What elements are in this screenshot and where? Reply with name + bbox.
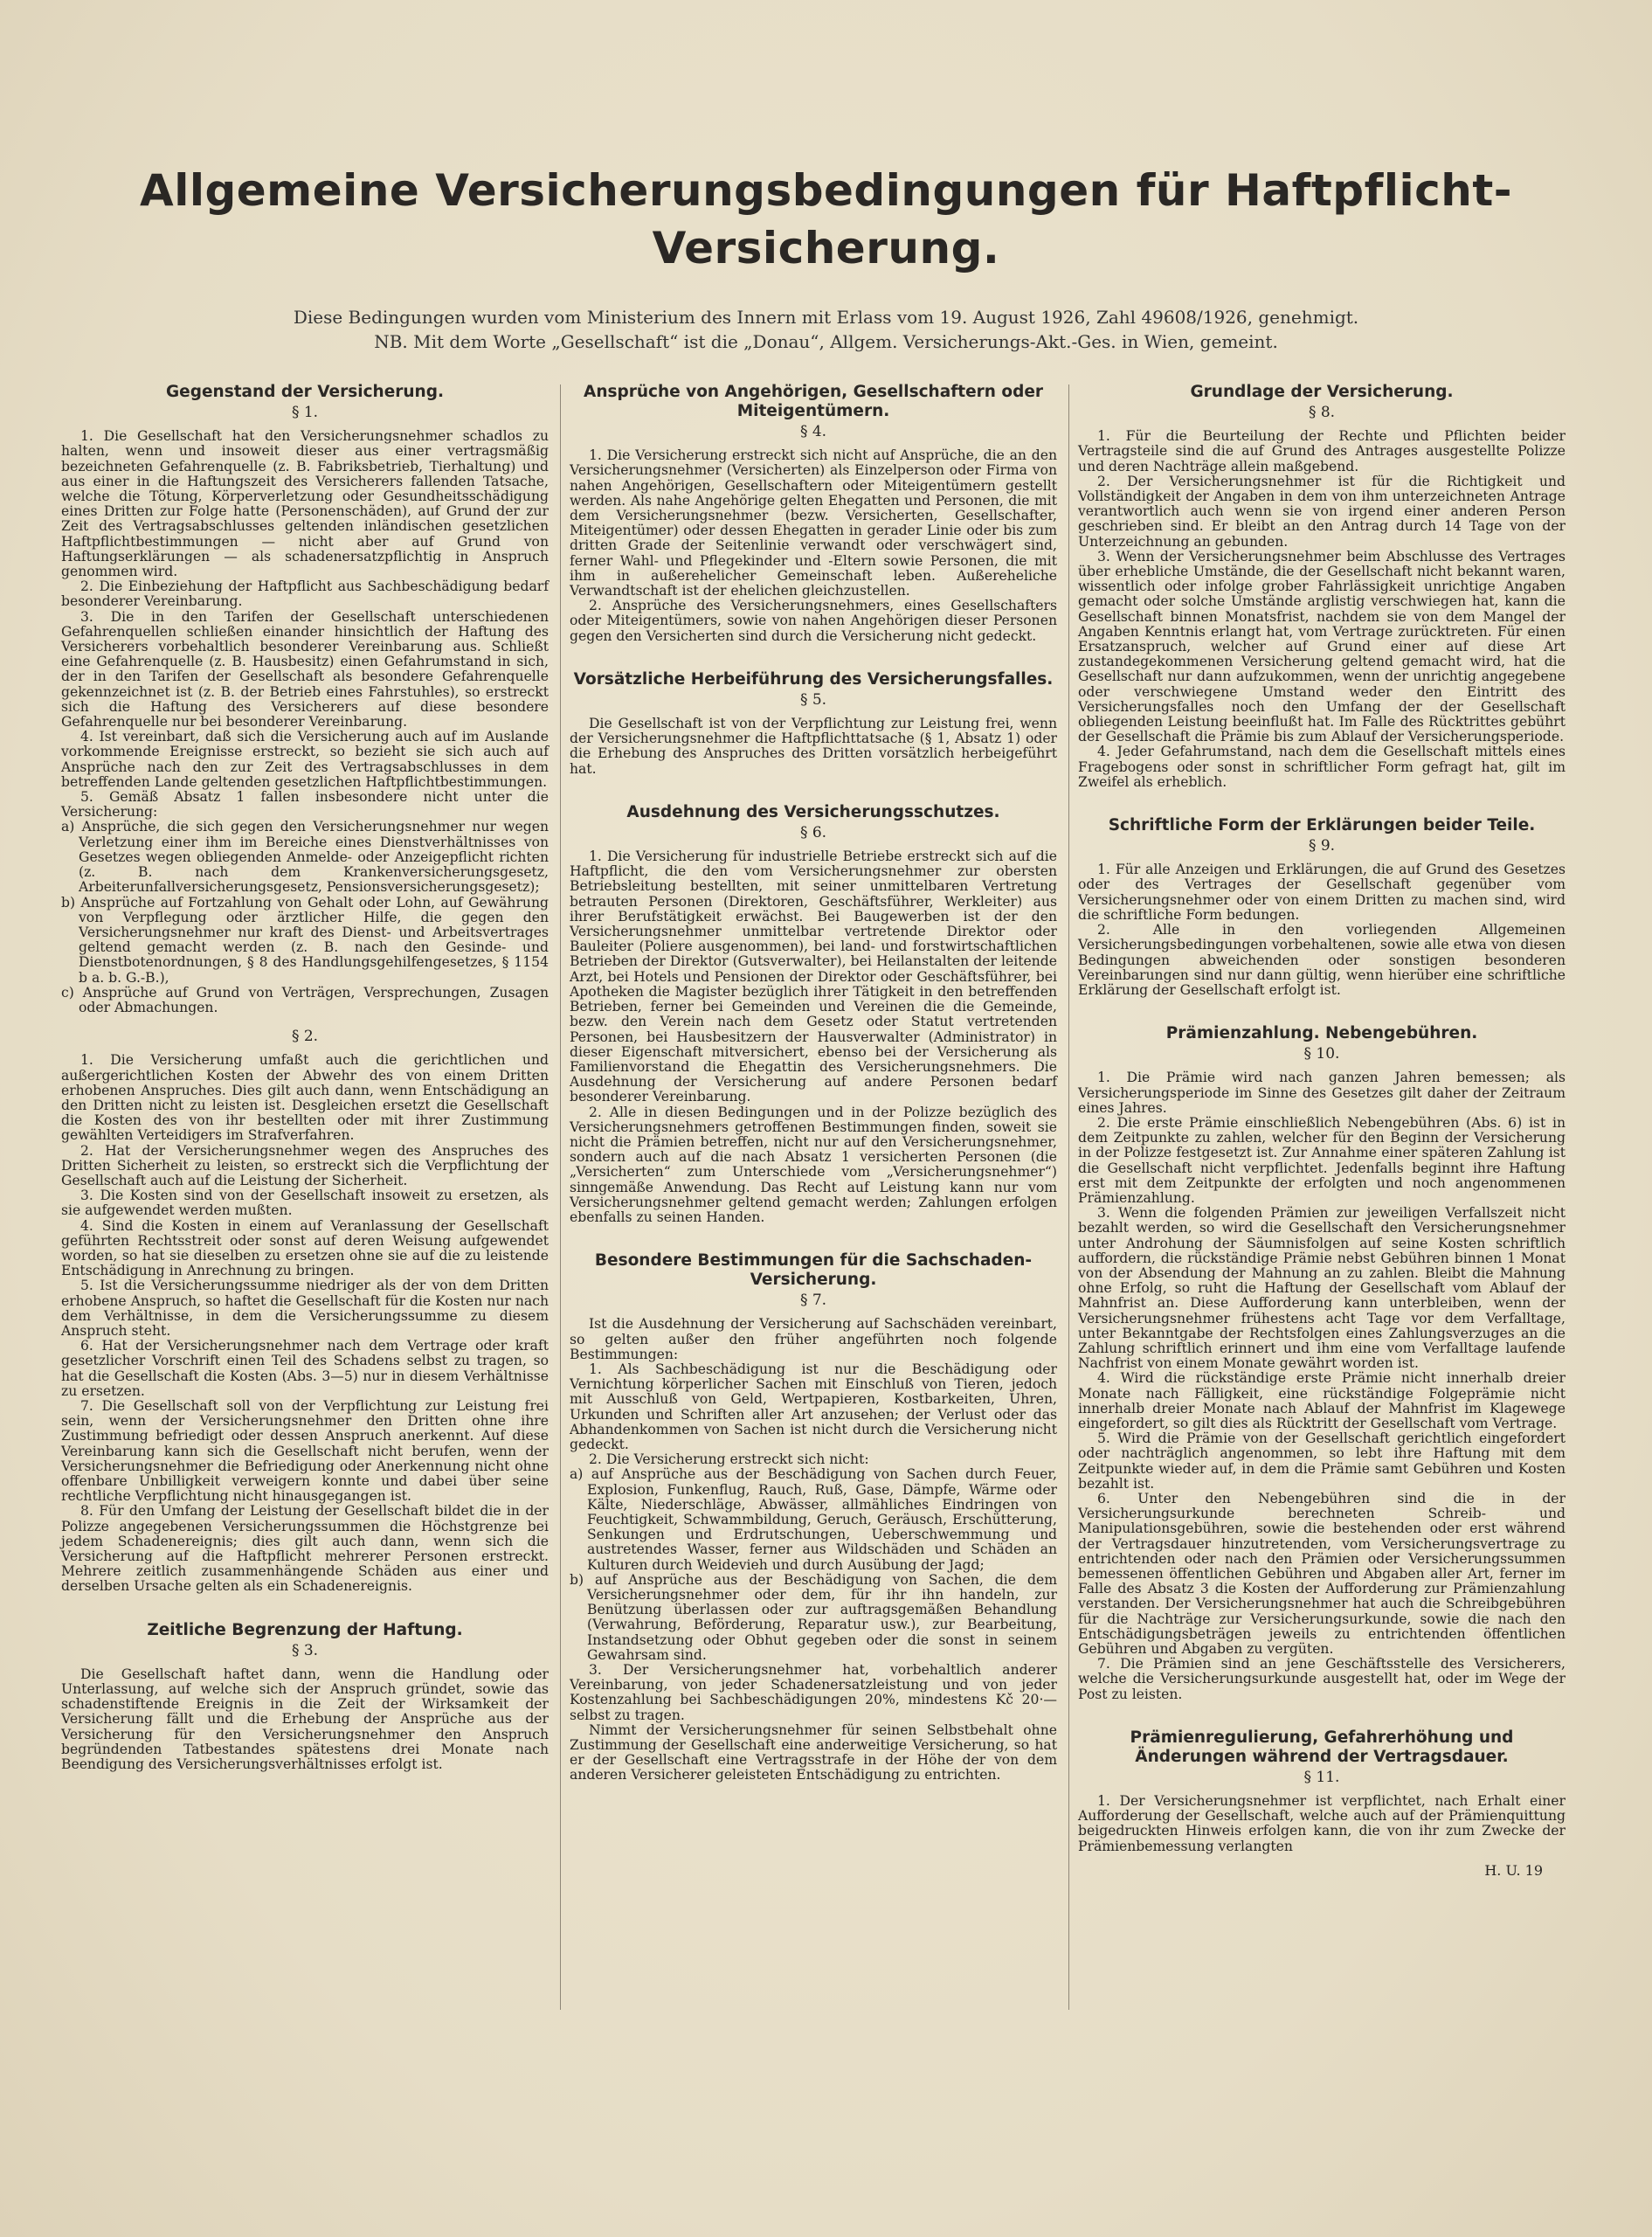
paragraph: 1. Die Prämie wird nach ganzen Jahren bemessen; als Versicherungsperiode im Sinne des Gesetzes gilt daher der Zeitraum eines Jahres.: [1078, 1070, 1566, 1116]
paragraph: 6. Unter den Nebengebühren sind die in der Versicherungsurkunde berechneten Schreib- und Manipulationsgebühren, sowie die bestehenden oder erst während der Vertragsdauer hinzutretenden, vom Versicherungsvertrage zu entrichtenden oder nach den Prämien oder Versicherungssummen bemessenen öffentlichen Gebühren und Abgaben aller Art, ferner im Falle des Absatz 3 die Kosten der Aufforderung zur Prämienzahlung verstanden. Der Versicherungsnehmer hat auch die Schreibgebühren für die Nachträge zur Versicherungsurkunde, sowie die nach den Entschädigungsbeträgen jeweils zu entrichtenden öffentlichen Gebühren und Abgaben zu vergüten.: [1078, 1491, 1566, 1658]
title-line-1: Allgemeine Versicherungsbedingungen für Haftpflicht-: [140, 165, 1512, 216]
document-subtitle: [105, 305, 1547, 354]
form-code: H. U. 19: [1484, 1861, 1543, 1879]
paragraph: 1. Für die Beurteilung der Rechte und Pflichten beider Vertragsteile sind die auf Grund des Antrages ausgestellte Polizze und deren Nachträge allein maßgebend.: [1078, 428, 1566, 474]
paragraph: 5. Wird die Prämie von der Gesellschaft gerichtlich eingefordert oder nachträglich angenommen, so lebt ihre Haftung mit dem Zeitpunkte wieder auf, in dem die Prämie samt Gebühren und Kosten bezahlt ist.: [1078, 1430, 1566, 1492]
paragraph: 5. Gemäß Absatz 1 fallen insbesondere nicht unter die Versicherung:: [61, 789, 549, 821]
paragraph: 7. Die Prämien sind an jene Geschäftsstelle des Versicherers, welche die Versicherungsurkunde ausgestellt hat, oder im Wege der Post zu leisten.: [1078, 1656, 1566, 1702]
section-heading: Grundlage der Versicherung.: [1190, 383, 1454, 401]
section-heading: Gegenstand der Versicherung.: [166, 383, 444, 401]
paragraph: 2. Hat der Versicherungsnehmer wegen des Anspruches des Dritten Sicherheit zu leisten, so erstreckt sich die Verpflichtung der Gesellschaft auch auf die Leistung der Sicherheit.: [61, 1142, 549, 1188]
section-heading: Prämienregulierung, Gefahrerhöhung und Änderungen während der Vertragsdauer.: [1130, 1728, 1514, 1766]
section-heading: Zeitliche Begrenzung der Haftung.: [147, 1620, 463, 1639]
paragraph: 2. Die Versicherung erstreckt sich nicht:: [589, 1451, 869, 1468]
section-heading: Besondere Bestimmungen für die Sachschaden-Versicherung.: [594, 1251, 1033, 1290]
list-item: a) Ansprüche, die sich gegen den Versicherungsnehmer nur wegen Verletzung einer ihm im Bereiche eines Dienstverhältnisses von Gesetzes wegen obliegenden Anmelde- oder Anzeigepflicht richten (z. B. nach dem Krankenversicherungsgesetz, Arbeiterunfallversicherungsgesetz, Pensionsversicherungsgesetz);: [61, 819, 549, 896]
paragraph-number: § 1.: [291, 404, 319, 421]
paragraph: 1. Für alle Anzeigen und Erklärungen, die auf Grund des Gesetzes oder des Vertrages der Gesellschaft gegenüber vom Versicherungsnehmer oder von einem Dritten zu machen sind, wird die schriftliche Form bedungen.: [1078, 862, 1566, 923]
column-divider: [560, 384, 561, 2010]
paragraph: Die Gesellschaft ist von der Verpflichtung zur Leistung frei, wenn der Versicherungsnehmer die Haftpflichttatsache (§ 1, Absatz 1) oder die Erhebung des Anspruches des Dritten vorsätzlich herbeigeführt hat.: [570, 716, 1057, 777]
paragraph: 1. Die Versicherung erstreckt sich nicht auf Ansprüche, die an den Versicherungsnehmer (Versicherten) als Einzelperson oder Firma von nahen Angehörigen, Gesellschaftern oder Miteigentümern gestellt werden. Als nahe Angehörige gelten Ehegatten und Personen, die mit dem Versicherungsnehmer (bezw. Versicherten, Gesellschafter, Miteigentümer) oder dessen Ehegatten in gerader Linie oder bis zum dritten Grade der Seitenlinie verwandt oder verschwägert sind, ferner Wahl- und Pflegekinder und -Eltern sowie Personen, die mit ihm in außerehelicher Gemeinschaft leben. Außereheliche Verwandtschaft ist der ehelichen gleichzustellen.: [570, 447, 1057, 599]
document-title: [87, 162, 1565, 277]
paragraph-number: § 9.: [1308, 837, 1336, 855]
paragraph: 3. Der Versicherungsnehmer hat, vorbehaltlich anderer Vereinbarung, von jeder Schadenersatzleistung und von jeder Kostenzahlung bei Sachbeschädigungen 20%, mindestens Kč 20·— selbst zu tragen.: [570, 1662, 1057, 1723]
column-1: [61, 383, 549, 1772]
paragraph: 1. Als Sachbeschädigung ist nur die Beschädigung oder Vernichtung körperlicher Sachen mit Einschluß von Tieren, jedoch mit Ausschluß von Geld, Wertpapieren, Kostbarkeiten, Uhren, Urkunden und Schriften aller Art anzusehen; der Verlust oder das Abhandenkommen von Sachen ist nicht durch die Versicherung nicht gedeckt.: [570, 1361, 1057, 1452]
paragraph: 4. Jeder Gefahrumstand, nach dem die Gesellschaft mittels eines Fragebogens oder sonst in schriftlicher Form gefragt hat, gilt im Zweifel als erheblich.: [1078, 744, 1566, 790]
paragraph-number: § 11.: [1303, 1768, 1340, 1786]
column-3: [1078, 383, 1566, 1878]
paragraph: 8. Für den Umfang der Leistung der Gesellschaft bildet die in der Polizze angegebenen Versicherungssummen die Höchstgrenze bei jedem Schadenereignis; dies gilt auch dann, wenn sich die Versicherung auf die Haftpflicht mehrerer Personen erstreckt. Mehrere zeitlich zusammenhängende Schäden aus einer und derselben Ursache gelten als ein Schadenereignis.: [61, 1503, 549, 1595]
paragraph-number: § 3.: [291, 1641, 319, 1659]
paragraph: 1. Der Versicherungsnehmer ist verpflichtet, nach Erhalt einer Aufforderung der Gesellschaft, welche auch auf der Prämienquittung beigedruckten Hinweis erfolgen kann, die von ihr zum Zwecke der Prämienbemessung verlangten: [1078, 1793, 1566, 1854]
paragraph: 4. Ist vereinbart, daß sich die Versicherung auch auf im Auslande vorkommende Ereignisse erstreckt, so bezieht sie sich auch auf Ansprüche nach den zur Zeit des Vertragsabschlusses in dem betreffenden Lande geltenden gesetzlichen Haftpflichtbestimmungen.: [61, 729, 549, 790]
section-heading: Vorsätzliche Herbeiführung des Versicherungsfalles.: [573, 669, 1054, 689]
paragraph: 4. Sind die Kosten in einem auf Veranlassung der Gesellschaft geführten Rechtsstreit oder sonst auf deren Weisung aufgewendet worden, so hat sie dieselben zu ersetzen ohne sie auf die zu leistende Entschädigung in Anrechnung zu bringen.: [61, 1217, 549, 1279]
paragraph: 4. Wird die rückständige erste Prämie nicht innerhalb dreier Monate nach Fälligkeit, eine rückständige Folgeprämie nicht innerhalb dreier Monate nach Ablauf der Mahnfrist im Klagewege eingefordert, so gilt dies als Rücktritt der Gesellschaft vom Vertrage.: [1078, 1370, 1566, 1431]
paragraph: Ist die Ausdehnung der Versicherung auf Sachschäden vereinbart, so gelten außer den früher angeführten noch folgende Bestimmungen:: [570, 1316, 1057, 1362]
title-line-2: Versicherung.: [652, 223, 1000, 274]
list-item: b) auf Ansprüche aus der Beschädigung von Sachen, die dem Versicherungsnehmer oder dem, für ihr ihn handeln, zur Benützung überlassen oder zur auftragsgemäßen Behandlung (Verwahrung, Beförderung, Reparatur usw.), zur Bearbeitung, Instandsetzung oder Obhut gegeben oder die sonst in seinem Gewahrsam sind.: [570, 1571, 1057, 1663]
paragraph: 1. Die Versicherung umfaßt auch die gerichtlichen und außergerichtlichen Kosten der Abwehr des von einem Dritten erhobenen Anspruches. Dies gilt auch dann, wenn Entschädigung an den Dritten nicht zu leisten ist. Desgleichen ersetzt die Gesellschaft die Kosten des von ihr bestellten oder mit ihrer Zustimmung gewählten Verteidigers im Strafverfahren.: [61, 1052, 549, 1144]
list-item: a) auf Ansprüche aus der Beschädigung von Sachen durch Feuer, Explosion, Funkenflug, Rauch, Ruß, Gase, Dämpfe, Wärme oder Kälte, Niederschläge, Abwässer, allmähliches Eindringen von Feuchtigkeit, Schwammbildung, Geruch, Geräusch, Erschütterung, Senkungen und Erdrutschungen, Ueberschwemmung und austretendes Wasser, ferner aus Wildschäden und Schäden an Kulturen durch Weidevieh und durch Ausübung der Jagd;: [570, 1466, 1057, 1573]
paragraph-number: § 7.: [799, 1292, 827, 1310]
section-heading: Ausdehnung des Versicherungsschutzes.: [626, 802, 1000, 821]
section-heading: Ansprüche von Angehörigen, Gesellschaftern oder Miteigentümern.: [584, 383, 1043, 420]
paragraph: 2. Die erste Prämie einschließlich Nebengebühren (Abs. 6) ist in dem Zeitpunkte zu zahlen, welcher für den Beginn der Versicherung in der Polizze festgesetzt ist. Zur Annahme einer späteren Zahlung ist die Gesellschaft nicht verpflichtet. Jedenfalls beginnt ihre Haftung erst mit dem Zeitpunkte der erfolgten und noch angenommenen Prämienzahlung.: [1078, 1114, 1566, 1206]
paragraph-number: § 6.: [799, 823, 827, 841]
nb-note: NB. Mit dem Worte „Gesellschaft“ ist die „Donau“, Allgem. Versicherungs-Akt.-Ges. in Wien, gemeint.: [374, 331, 1278, 352]
column-divider: [1068, 384, 1069, 2010]
paragraph: 2. Ansprüche des Versicherungsnehmers, eines Gesellschafters oder Miteigentümers, sowie von nahen Angehörigen dieser Personen gegen den Versicherten sind durch die Versicherung nicht gedeckt.: [570, 598, 1057, 644]
paragraph-number: § 8.: [1308, 404, 1336, 421]
paragraph: 2. Alle in den vorliegenden Allgemeinen Versicherungsbedingungen vorbehaltenen, sowie alle etwa von diesen Bedingungen abweichenden oder sonstigen besonderen Vereinbarungen sind nur dann gültig, wenn hierüber eine schriftliche Erklärung der Gesellschaft erfolgt ist.: [1078, 922, 1566, 998]
paragraph-number: § 5.: [799, 690, 827, 709]
paragraph: 1. Die Versicherung für industrielle Betriebe erstreckt sich auf die Haftpflicht, die den vom Versicherungsnehmer zur obersten Betriebsleitung bestellten, mit seiner unmittelbaren Vertretung betrauten Personen (Direktoren, Geschäftsführer, Werkleiter) aus ihrer Berufstätigkeit erwächst. Bei Baugewerben ist der den Versicherungsnehmer unmittelbar vertretende Direktor oder Bauleiter (Poliere ausgenommen), bei land- und forstwirtschaftlichen Betrieben der Direktor (Gutsverwalter), bei Heilanstalten der leitende Arzt, bei Hotels und Pensionen der Direktor oder Geschäftsführer, bei Apotheken die Magister bezüglich ihrer Tätigkeit in den betreffenden Betrieben, ferner bei Gemeinden und Vereinen die die Gemeinde, bezw. den Verein nach dem Gesetz oder Statut vertretenden Personen, bei Hausbesitzern der Hausverwalter (Administrator) in dieser Eigenschaft mitversichert, ebenso bei der Versicherung als Familienvorstand die Ehegattin des Versicherungsnehmers. Die Ausdehnung der Versicherung auf andere Personen bedarf besonderer Vereinbarung.: [570, 848, 1057, 1105]
column-2: [570, 383, 1057, 1783]
list-item: c) Ansprüche auf Grund von Verträgen, Versprechungen, Zusagen oder Abmachungen.: [61, 984, 549, 1015]
section-heading: Schriftliche Form der Erklärungen beider Teile.: [1108, 816, 1536, 835]
list-item: b) Ansprüche auf Fortzahlung von Gehalt oder Lohn, auf Gewährung von Verpflegung oder ärztlicher Hilfe, die gegen den Versicherungsnehmer nur kraft des Dienst- und Arbeitsvertrages geltend gemacht werden (z. B. nach den Gesinde- und Dienstbotenordnungen, § 8 des Handlungsgehilfengesetzes, § 1154 b a. b. G.-B.),: [61, 894, 549, 986]
paragraph-number: § 2.: [291, 1028, 319, 1046]
paragraph: 3. Wenn die folgenden Prämien zur jeweiligen Verfallszeit nicht bezahlt werden, so wird die Gesellschaft den Versicherungsnehmer unter Androhung der Säumnisfolgen auf seine Kosten schriftlich auffordern, die rückständige Prämie nebst Gebühren binnen 1 Monat von der Absendung der Mahnung an zu zahlen. Bleibt die Mahnung ohne Erfolg, so ruht die Haftung der Gesellschaft vom Ablauf der Mahnfrist an. Diese Aufforderung kann unterbleiben, wenn der Versicherungsnehmer frühestens acht Tage vor dem Verfalltage, unter Bekanntgabe der Rechtsfolgen eines Zahlungsverzuges an die Zahlung schriftlich erinnert und ihm eine vom Verfalltage laufende Nachfrist von einem Monate gewährt worden ist.: [1078, 1205, 1566, 1372]
paragraph-number: § 4.: [799, 423, 827, 440]
paragraph: 1. Die Gesellschaft hat den Versicherungsnehmer schadlos zu halten, wenn und insoweit dieser aus einer vertragsmäßig bezeichneten Gefahrenquelle (z. B. Fabriksbetrieb, Tierhaltung) und aus einer in die Haftungszeit des Versicherers fallenden Tatsache, welche die Tötung, Körperverletzung oder Gesundheitsschädigung eines Dritten zur Folge hatte (Personenschäden), auf Grund der zur Zeit des Vertragsabschlusses geltenden inländischen gesetzlichen Haftpflichtbestimmungen — nicht aber auf Grund von Haftungserklärungen — als schadenersatzpflichtig in Anspruch genommen wird.: [61, 428, 549, 580]
approval-note: Diese Bedingungen wurden vom Ministerium des Innern mit Erlass vom 19. August 1926, Zahl 49608/1926, genehmigt.: [293, 307, 1359, 328]
paragraph: 6. Hat der Versicherungsnehmer nach dem Vertrage oder kraft gesetzlicher Vorschrift einen Teil des Schadens selbst zu tragen, so hat die Gesellschaft die Kosten (Abs. 3—5) nur in diesem Verhältnisse zu ersetzen.: [61, 1338, 549, 1399]
paragraph: 2. Die Einbeziehung der Haftpflicht aus Sachbeschädigung bedarf besonderer Vereinbarung.: [61, 578, 549, 610]
paragraph: Nimmt der Versicherungsnehmer für seinen Selbstbehalt ohne Zustimmung der Gesellschaft eine anderweitige Versicherung, so hat er der Gesellschaft eine Vertragsstrafe in der Höhe der von dem anderen Versicherer geleisteten Entschädigung zu entrichten.: [570, 1721, 1057, 1783]
paragraph: 3. Wenn der Versicherungsnehmer beim Abschlusse des Vertrages über erhebliche Umstände, die der Gesellschaft nicht bekannt waren, wissentlich oder infolge grober Fahrlässigkeit unrichtige Angaben gemacht oder solche Umstände arglistig verschwiegen hat, kann die Gesellschaft binnen Monatsfrist, nachdem sie von dem Mangel der Angaben Kenntnis erlangt hat, vom Vertrage zurücktreten. Für einen Ersatzanspruch, welcher auf Grund einer auf diese Art zustandegekommenen Versicherung geltend gemacht wird, hat die Gesellschaft nur dann aufzukommen, wenn der unrichtig angegebene oder verschwiegene Umstand weder den Eintritt des Versicherungsfalles noch den Umfang der der Gesellschaft obliegenden Leistung beeinflußt hat. Im Falle des Rücktrittes gebührt der Gesellschaft die Prämie bis zum Ablauf der Versicherungsperiode.: [1078, 548, 1566, 745]
paragraph: 5. Ist die Versicherungssumme niedriger als der von dem Dritten erhobene Anspruch, so haftet die Gesellschaft für die Kosten nur nach dem Verhältnisse, in dem die Versicherungssumme zu diesem Anspruch steht.: [61, 1278, 549, 1339]
paragraph: 2. Der Versicherungsnehmer ist für die Richtigkeit und Vollständigkeit der Angaben in dem von ihm unterzeichneten Antrage verantwortlich auch wenn sie von irgend einer anderen Person geschrieben sind. Er bleibt an den Antrag durch 14 Tage von der Unterzeichnung an gebunden.: [1078, 473, 1566, 550]
paragraph: 3. Die Kosten sind von der Gesellschaft insoweit zu ersetzen, als sie aufgewendet werden mußten.: [61, 1188, 549, 1219]
paragraph: 7. Die Gesellschaft soll von der Verpflichtung zur Leistung frei sein, wenn der Versicherungsnehmer den Dritten ohne ihre Zustimmung befriedigt oder dessen Anspruch anerkennt. Auf diese Vereinbarung kann sich die Gesellschaft nicht berufen, wenn der Versicherungsnehmer die Befriedigung oder Anerkennung nicht ohne offenbare Unbilligkeit verweigern konnte und dabei über seine rechtliche Verpflichtung nicht hinausgegangen ist.: [61, 1398, 549, 1505]
paragraph: 2. Alle in diesen Bedingungen und in der Polizze bezüglich des Versicherungsnehmers getroffenen Bestimmungen finden, soweit sie nicht die Prämien betreffen, nicht nur auf den Versicherungsnehmer, sondern auch auf die nach Absatz 1 versicherten Personen (die „Versicherten“ zum Unterschiede vom „Versicherungsnehmer“) sinngemäße Anwendung. Das Recht auf Leistung kann nur vom Versicherungsnehmer geltend gemacht werden; Zahlungen erfolgen ebenfalls zu seinen Handen.: [570, 1104, 1057, 1225]
paragraph: Die Gesellschaft haftet dann, wenn die Handlung oder Unterlassung, auf welche sich der Anspruch gründet, sowie das schadenstiftende Ereignis in die Zeit der Wirksamkeit der Versicherung fällt und die Erhebung der Ansprüche aus der Versicherung für den Versicherungsnehmer den Anspruch begründenden Tatbestandes spätestens drei Monate nach Beendigung des Versicherungsverhältnisses erfolgt ist.: [61, 1666, 549, 1773]
paragraph: 3. Die in den Tarifen der Gesellschaft unterschiedenen Gefahrenquellen schließen einander hinsichtlich der Haftung des Versicherers vorbehaltlich besonderer Vereinbarung aus. Schließt eine Gefahrenquelle (z. B. Hausbesitz) einen Gefahrumstand in sich, der in den Tarifen der Gesellschaft als besondere Gefahrenquelle gekennzeichnet ist (z. B. der Betrieb eines Fahrstuhles), so erstreckt sich die Haftung des Versicherers auf diese besondere Gefahrenquelle nur bei besonderer Vereinbarung.: [61, 608, 549, 731]
section-heading: Prämienzahlung. Nebengebühren.: [1165, 1024, 1478, 1043]
paragraph-number: § 10.: [1303, 1045, 1340, 1063]
